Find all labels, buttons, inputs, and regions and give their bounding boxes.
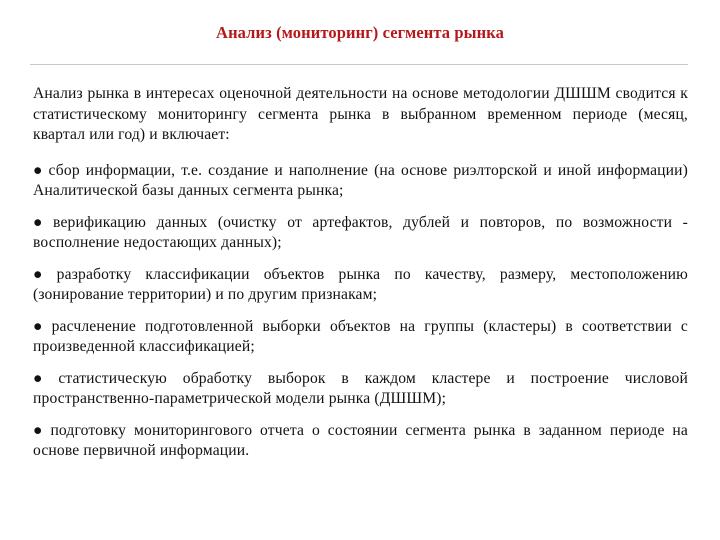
bullet-icon: ● bbox=[33, 369, 55, 387]
bullet-icon: ● bbox=[33, 317, 48, 335]
list-item-text: статистическую обработку выборок в каждом кластере и построение числовой пространственно-параметрической модели рынка (ДШШМ); bbox=[33, 369, 688, 407]
list-item-text: сбор информации, т.е. создание и наполнение (на основе риэлторской и иной информации) Аналитической базы данных сегмента рынка; bbox=[33, 161, 688, 199]
list-item bbox=[33, 421, 688, 462]
title-divider bbox=[30, 64, 688, 65]
list-item-text: расчленение подготовленной выборки объектов на группы (кластеры) в соответствии с произведенной классификацией; bbox=[33, 317, 688, 355]
intro-paragraph: Анализ рынка в интересах оценочной деятельности на основе методологии ДШШМ сводится к статистическому мониторингу сегмента рынка в выбранном временном периоде (месяц, квартал или год) и включает: bbox=[33, 85, 688, 143]
list-item bbox=[33, 213, 688, 254]
bullet-icon: ● bbox=[33, 421, 47, 439]
list-item-text: верификацию данных (очистку от артефактов, дублей и повторов, по возможности - восполнение недостающих данных); bbox=[33, 213, 688, 251]
bullet-icon: ● bbox=[33, 265, 53, 283]
list-item bbox=[33, 161, 688, 202]
list-item-text: подготовку мониторингового отчета о состоянии сегмента рынка в заданном периоде на основе первичной информации. bbox=[33, 421, 688, 459]
bullet-icon: ● bbox=[33, 213, 50, 231]
list-item bbox=[33, 265, 688, 306]
list-item bbox=[33, 317, 688, 358]
slide-title: Анализ (мониторинг) сегмента рынка bbox=[216, 23, 504, 42]
list-item bbox=[33, 369, 688, 410]
slide-content bbox=[33, 84, 688, 473]
list-item-text: разработку классификации объектов рынка по качеству, размеру, местоположению (зонирование территории) и по другим признакам; bbox=[33, 265, 688, 303]
bullet-icon: ● bbox=[33, 161, 45, 179]
